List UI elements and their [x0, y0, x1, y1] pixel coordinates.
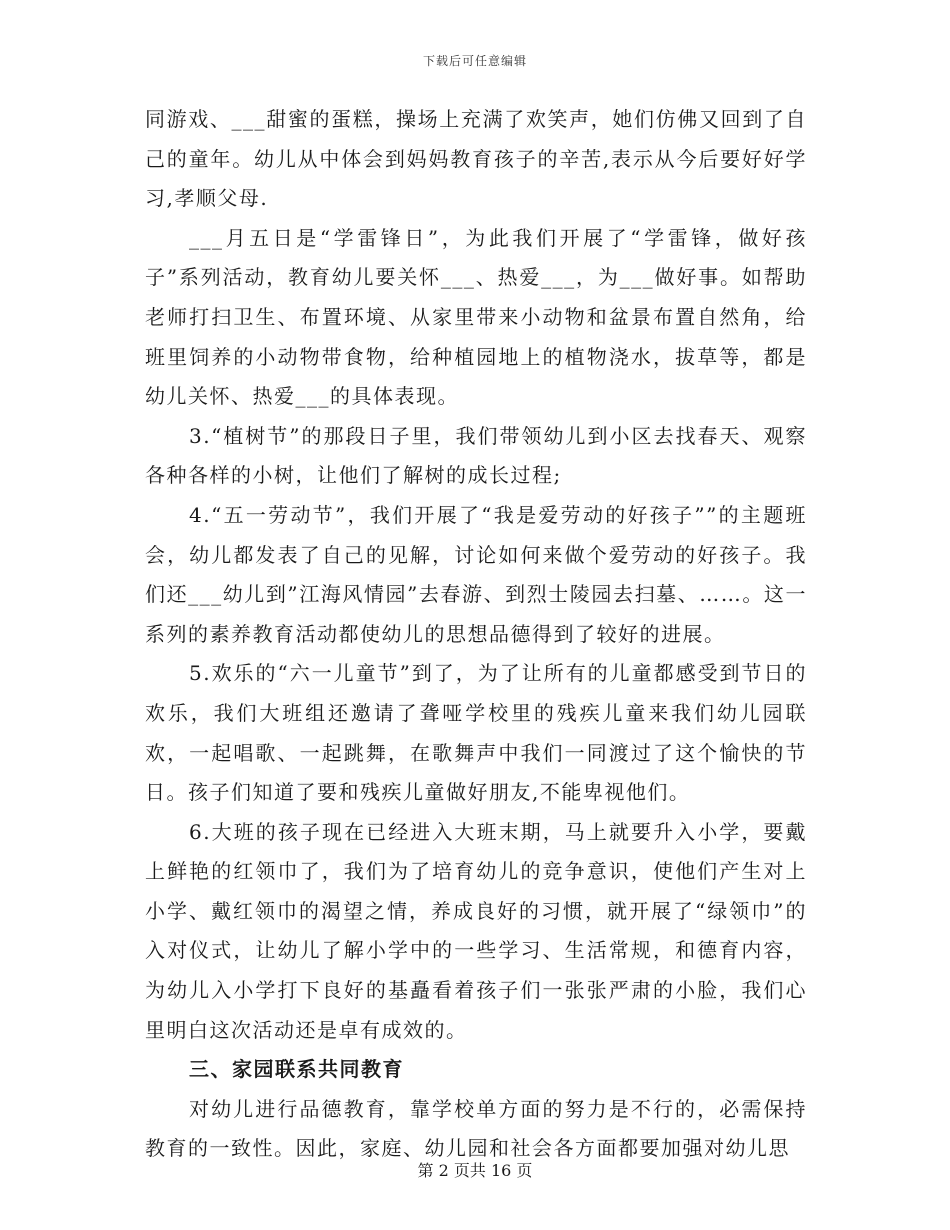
- paragraph-lei-feng-day: ___月五日是“学雷锋日”，为此我们开展了“学雷锋，做好孩子”系列活动，教育幼儿要关怀___、热爱___，为___做好事。如帮助老师打扫卫生、布置环境、从家里带来小动物和盆景布置自然角，给班里饲养的小动物带食物，给种植园地上的植物浇水，拔草等，都是幼儿关怀、热爱___的具体表现。: [145, 225, 807, 409]
- paragraph-arbor-day: 3.“植树节”的那段日子里，我们带领幼儿到小区去找春天、观察各种各样的小树，让他们了解树的成长过程;: [145, 423, 807, 488]
- section-heading: 三、家园联系共同教育: [189, 1057, 404, 1082]
- paragraph-labor-day: 4.“五一劳动节”，我们开展了“我是爱劳动的好孩子””的主题班会，幼儿都发表了自己的见解，讨论如何来做个爱劳动的好孩子。我们还___幼儿到”江海风情园”去春游、到烈士陵园去扫墓、……。这一系列的素养教育活动都使幼儿的思想品德得到了较好的进展。: [145, 502, 807, 646]
- page-footer: 第 2 页共 16 页: [417, 1161, 533, 1180]
- document-body: [145, 100, 807, 1169]
- paragraph-continuation: 同游戏、___甜蜜的蛋糕，操场上充满了欢笑声，她们仿佛又回到了自己的童年。幼儿从中体会到妈妈教育孩子的辛苦,表示从今后要好好学习,孝顺父母.: [145, 107, 807, 211]
- paragraph-green-scarf: 6.大班的孩子现在已经进入大班末期，马上就要升入小学，要戴上鲜艳的红领巾了，我们为了培育幼儿的竞争意识，使他们产生对上小学、戴红领巾的渴望之情，养成良好的习惯，就开展了“绿领巾”的入对仪式，让幼儿了解小学中的一些学习、生活常规，和德育内容，为幼儿入小学打下良好的基矗看着孩子们一张张严肃的小脸，我们心里明白这次活动还是卓有成效的。: [145, 819, 807, 1042]
- paragraph-home-school: 对幼儿进行品德教育，靠学校单方面的努力是不行的，必需保持教育的一致性。因此，家庭、幼儿园和社会各方面都要加强对幼儿思: [145, 1096, 807, 1161]
- paragraph-childrens-day: 5.欢乐的“六一儿童节”到了，为了让所有的儿童都感受到节日的欢乐，我们大班组还邀请了聋哑学校里的残疾儿童来我们幼儿园联欢，一起唱歌、一起跳舞，在歌舞声中我们一同渡过了这个愉快的节日。孩子们知道了要和残疾儿童做好朋友,不能卑视他们。: [145, 661, 807, 805]
- page-header: 下载后可任意编辑: [422, 54, 527, 68]
